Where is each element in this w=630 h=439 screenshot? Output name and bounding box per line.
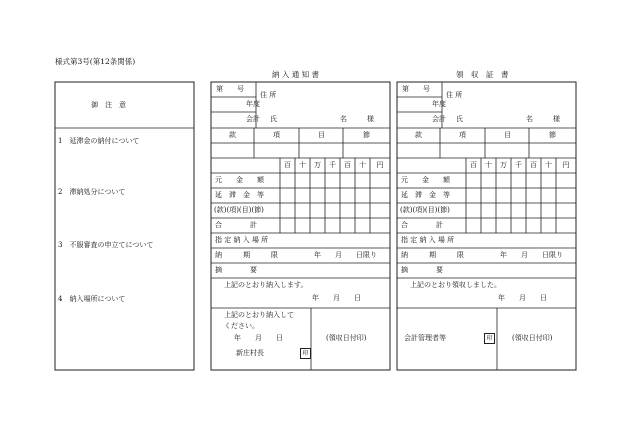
receipt-digit-juu-2: 十 (545, 161, 552, 169)
receipt-digit-hyaku: 百 (470, 161, 477, 169)
receipt-kan-header: 款 (415, 131, 422, 139)
receipt-digit-yen: 円 (562, 161, 570, 169)
notice-digit-hyaku: 百 (284, 161, 291, 169)
notice-remarks-label: 摘 要 (215, 266, 257, 274)
receipt-name-label: 氏 (456, 115, 463, 123)
notice-due-date-value: 年 月 日限り (314, 251, 377, 259)
notice-digit-hyaku-2: 百 (344, 161, 351, 169)
form-number: 様式第3号(第12条関係) (55, 57, 136, 66)
receipt-principal-label: 元 金 額 (401, 176, 450, 184)
notes-heading: 御 注 意 (91, 101, 126, 109)
notice-digit-sen: 千 (329, 161, 336, 169)
receipt-digit-man: 万 (500, 161, 507, 169)
notice-payment-statement: 上記のとおり納入します。 (224, 281, 308, 289)
receipt-address-label: 住 所 (446, 91, 463, 99)
notice-number-label: 第 号 (216, 85, 244, 93)
notice-request-line1: 上記のとおり納入して (224, 311, 294, 319)
receipt-payment-place-label: 指 定 納 入 場 所 (401, 236, 455, 244)
receipt-account-label: 会計 (432, 115, 446, 123)
notice-seal-icon: 印 (300, 348, 311, 359)
notice-digit-juu: 十 (299, 161, 306, 169)
receipt-category-label: (款)(項)(目)(節) (400, 206, 450, 214)
note-item-payment-place: 4 納入場所について (58, 295, 126, 303)
receipt-setsu-header: 節 (549, 131, 556, 139)
notes-box-lines (55, 82, 194, 370)
notice-digit-yen: 円 (376, 161, 384, 169)
receipt-due-date-value: 年 月 日限り (500, 251, 563, 259)
notice-payment-place-label: 指 定 納 入 場 所 (215, 236, 269, 244)
notice-payment-date: 年 月 日 (312, 294, 361, 302)
notice-name-label: 氏 (270, 115, 277, 123)
receipt-date-stamp-label: (領収日付印) (512, 334, 553, 342)
receipt-due-date-label: 納 期 限 (401, 251, 464, 259)
notice-honorific: 様 (367, 115, 374, 123)
notice-total-label: 合 計 (215, 221, 257, 229)
receipt-late-fee-label: 延 滞 金 等 (401, 191, 450, 199)
notice-title: 納 入 通 知 書 (272, 70, 320, 79)
receipt-officer-label: 会計管理者等 (404, 334, 446, 342)
receipt-received-date: 年 月 日 (498, 294, 547, 302)
receipt-year-label: 年度 (432, 100, 446, 108)
receipt-digit-juu: 十 (485, 161, 492, 169)
receipt-total-label: 合 計 (401, 221, 443, 229)
receipt-seal-icon: 印 (484, 333, 495, 344)
notice-kan-header: 款 (229, 131, 236, 139)
notice-principal-label: 元 金 額 (215, 176, 264, 184)
notice-mayor-label: 新庄村長 (236, 349, 264, 357)
notice-due-date-label: 納 期 限 (215, 251, 278, 259)
receipt-kou-header: 項 (459, 131, 466, 139)
notice-kou-header: 項 (273, 131, 280, 139)
notice-date-stamp-label: (領収日付印) (326, 334, 367, 342)
receipt-number-label: 第 号 (402, 85, 430, 93)
notice-year-label: 年度 (246, 100, 260, 108)
receipt-honorific: 様 (553, 115, 560, 123)
receipt-digit-sen: 千 (515, 161, 522, 169)
note-item-late-fee: 1 延滞金の納付について (58, 137, 140, 145)
note-item-delinquency: 2 滞納処分について (58, 188, 126, 196)
receipt-name-label-2: 名 (526, 115, 533, 123)
notice-request-date: 年 月 日 (234, 334, 283, 342)
notice-setsu-header: 節 (363, 131, 370, 139)
receipt-moku-header: 目 (504, 131, 511, 139)
notice-late-fee-label: 延 滞 金 等 (215, 191, 264, 199)
notice-category-label: (款)(項)(目)(節) (214, 206, 264, 214)
notice-address-label: 住 所 (260, 91, 277, 99)
notice-moku-header: 目 (318, 131, 325, 139)
receipt-digit-hyaku-2: 百 (530, 161, 537, 169)
receipt-remarks-label: 摘 要 (401, 266, 443, 274)
notice-account-label: 会計 (246, 115, 260, 123)
receipt-title: 領 収 証 書 (456, 70, 509, 79)
notice-digit-juu-2: 十 (359, 161, 366, 169)
notice-name-label-2: 名 (340, 115, 347, 123)
note-item-appeal: 3 不服審査の申立てについて (58, 241, 154, 249)
notice-request-line2: ください。 (224, 322, 259, 330)
receipt-received-statement: 上記のとおり領収しました。 (410, 281, 501, 289)
notice-digit-man: 万 (314, 161, 321, 169)
